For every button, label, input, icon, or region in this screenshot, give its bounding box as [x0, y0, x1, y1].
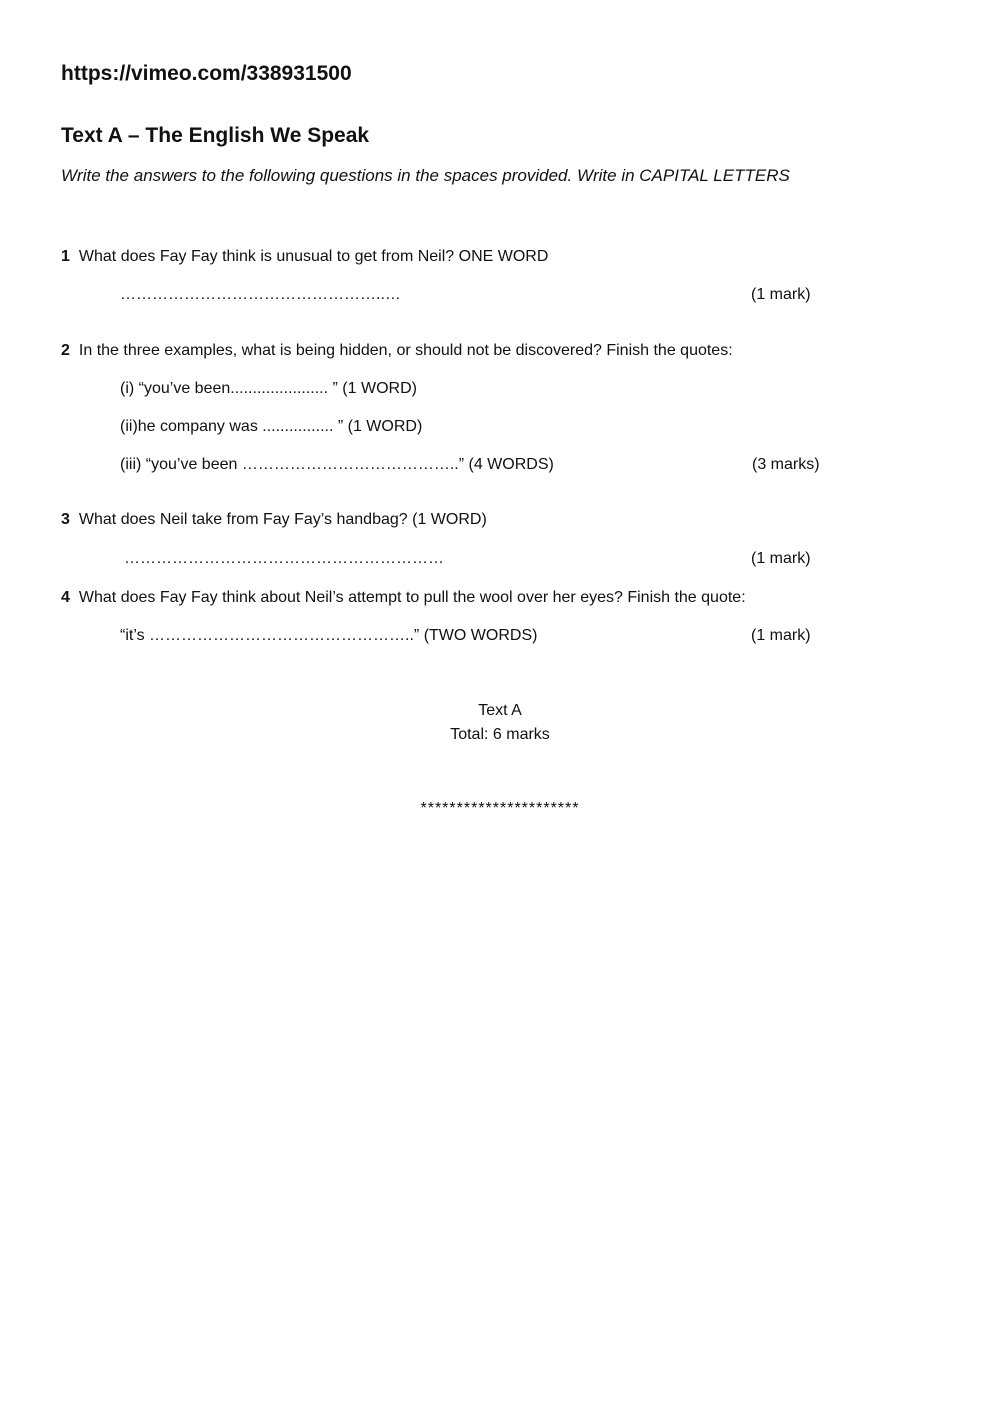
marks-1: (1 mark)	[751, 286, 811, 303]
section-label: Text A	[478, 702, 522, 719]
answer-line-4[interactable]: “it’s …………………………………………..” (TWO WORDS)	[120, 627, 538, 644]
question-text: What does Fay Fay think is unusual to get from Neil? ONE WORD	[78, 248, 549, 265]
question-4	[61, 590, 746, 606]
question-number: 4	[61, 589, 70, 606]
question-text: What does Fay Fay think about Neil’s attempt to pull the wool over her eyes? Finish the quote:	[78, 589, 746, 606]
answer-line-3[interactable]: ……………………………………………………	[124, 550, 444, 567]
marks-3: (1 mark)	[751, 550, 811, 567]
quote-item-ii[interactable]: (ii)he company was ................ ” (1 WORD)	[120, 418, 423, 435]
question-number: 2	[61, 342, 70, 359]
video-url-link[interactable]: https://vimeo.com/338931500	[61, 62, 352, 85]
instructions: Write the answers to the following questions in the spaces provided. Write in CAPITAL LETTERS	[61, 166, 790, 185]
question-1	[61, 249, 548, 265]
marks-2: (3 marks)	[752, 456, 820, 473]
question-2	[61, 343, 733, 359]
question-number: 1	[61, 248, 70, 265]
answer-line-1[interactable]: …………………………………………..…	[120, 286, 401, 303]
divider-stars: **********************	[420, 800, 580, 817]
question-number: 3	[61, 511, 70, 528]
marks-4: (1 mark)	[751, 627, 811, 644]
question-3	[61, 512, 487, 528]
question-text: In the three examples, what is being hidden, or should not be discovered? Finish the quotes:	[78, 342, 733, 359]
quote-item-iii[interactable]: (iii) “you’ve been …………………………………..” (4 WORDS)	[120, 456, 554, 473]
quote-item-i[interactable]: (i) “you’ve been...................... ” (1 WORD)	[120, 380, 417, 397]
page-title: Text A – The English We Speak	[61, 124, 370, 147]
question-text: What does Neil take from Fay Fay’s handbag? (1 WORD)	[78, 511, 487, 528]
total-marks: Total: 6 marks	[450, 726, 550, 743]
